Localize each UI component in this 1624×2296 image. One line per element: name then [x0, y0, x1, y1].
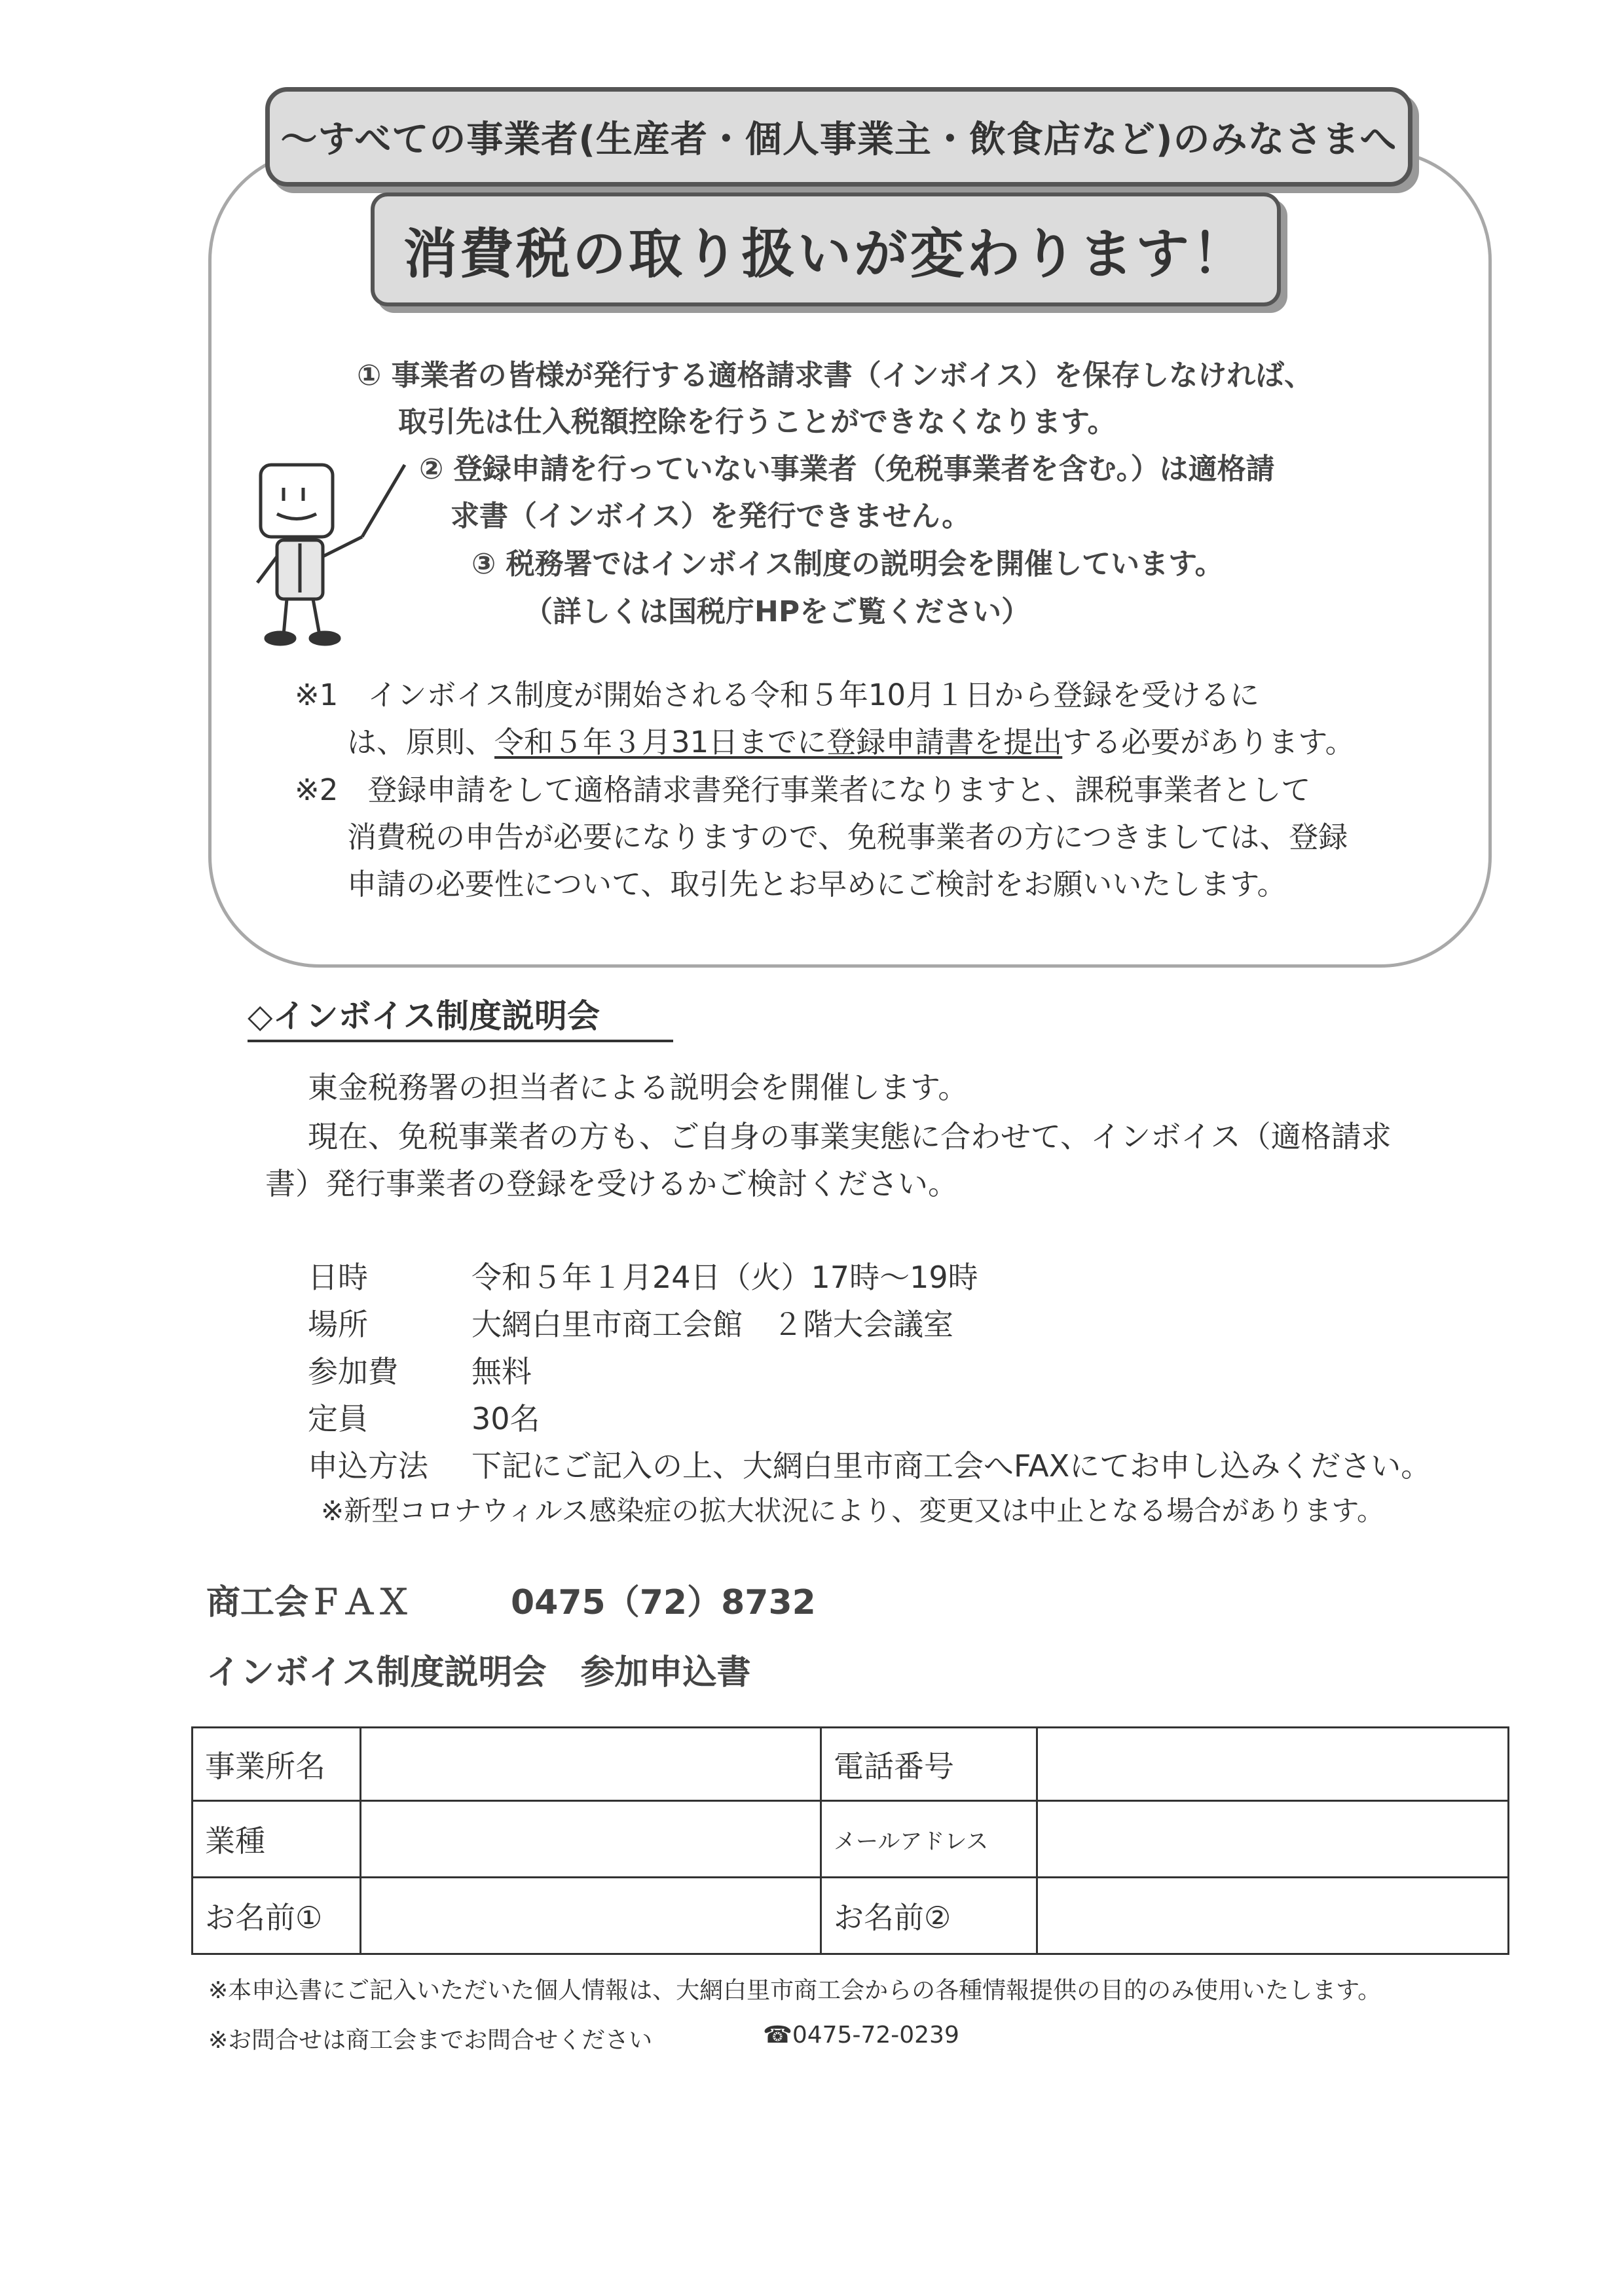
- point-1-line-2: 取引先は仕入税額控除を行うことができなくなります。: [398, 405, 1116, 439]
- audience-banner: 〜すべての事業者(生産者・個人事業主・飲食店など)のみなさまへ: [265, 87, 1412, 187]
- fax-number: 0475（72）8732: [511, 1583, 816, 1622]
- form-title: インボイス制度説明会 参加申込書: [206, 1653, 751, 1692]
- label-name-2: お名前②: [821, 1878, 1037, 1954]
- section-paragraph-1: 東金税務署の担当者による説明会を開催します。: [308, 1070, 969, 1105]
- deadline-underlined: 令和５年３月31日までに登録申請書を提出: [494, 725, 1063, 759]
- detail-label-datetime: 日時: [308, 1260, 368, 1295]
- contact-tel: ☎0475-72-0239: [763, 2022, 959, 2049]
- point-2-line-2: 求書（インボイス）を発行できません。: [451, 500, 971, 533]
- name-1-field[interactable]: [361, 1878, 821, 1954]
- detail-label-capacity: 定員: [308, 1401, 368, 1436]
- detail-label-application: 申込方法: [308, 1448, 428, 1484]
- note-2-line-1: ※2 登録申請をして適格請求書発行事業者になりますと、課税事業者として: [295, 773, 1311, 807]
- note-2-line-3: 申請の必要性について、取引先とお早めにご検討をお願いいたします。: [347, 867, 1287, 902]
- detail-value-application: 下記にご記入の上、大網白里市商工会へFAXにてお申し込みください。: [471, 1448, 1431, 1484]
- note-1-line-2: は、原則、令和５年３月31日までに登録申請書を提出する必要があります。: [347, 725, 1355, 759]
- covid-note: ※新型コロナウィルス感染症の拡大状況により、変更又は中止となる場合があります。: [321, 1495, 1385, 1527]
- detail-value-datetime: 令和５年１月24日（火）17時〜19時: [471, 1260, 978, 1295]
- industry-field[interactable]: [361, 1801, 821, 1878]
- point-3-line-2: （詳しくは国税庁HPをご覧ください）: [524, 595, 1031, 629]
- business-name-field[interactable]: [361, 1728, 821, 1801]
- section-paragraph-2: 現在、免税事業者の方も、ご自身の事業実態に合わせて、インボイス（適格請求: [308, 1119, 1392, 1154]
- detail-value-place: 大網白里市商工会館 ２階大会議室: [471, 1307, 953, 1342]
- label-email: メールアドレス: [821, 1801, 1037, 1878]
- detail-value-capacity: 30名: [471, 1401, 540, 1436]
- contact-note: ※お問合せは商工会までお問合せください: [208, 2027, 653, 2054]
- label-name-1: お名前①: [193, 1878, 361, 1954]
- mascot-illustration: [248, 452, 411, 648]
- detail-label-place: 場所: [308, 1307, 368, 1342]
- name-2-field[interactable]: [1037, 1878, 1509, 1954]
- point-3-line-1: ③ 税務署ではインボイス制度の説明会を開催しています。: [471, 547, 1224, 581]
- point-2-line-1: ② 登録申請を行っていない事業者（免税事業者を含む。）は適格請: [419, 452, 1275, 486]
- section-heading: ◇インボイス制度説明会: [248, 990, 673, 1042]
- note-2-line-2: 消費税の申告が必要になりますので、免税事業者の方につきましては、登録: [347, 820, 1348, 854]
- email-field[interactable]: [1037, 1801, 1509, 1878]
- note-1-line-1: ※1 インボイス制度が開始される令和５年10月１日から登録を受けるに: [295, 678, 1260, 712]
- detail-value-fee: 無料: [471, 1354, 532, 1389]
- page-title: 消費税の取り扱いが変わります！: [371, 192, 1281, 306]
- phone-field[interactable]: [1037, 1728, 1509, 1801]
- fax-label: 商工会ＦＡＸ: [206, 1583, 411, 1622]
- detail-label-fee: 参加費: [308, 1354, 398, 1389]
- section-paragraph-3: 書）発行事業者の登録を受けるかご検討ください。: [265, 1166, 958, 1201]
- privacy-note: ※本申込書にご記入いただいた個人情報は、大網白里市商工会からの各種情報提供の目的のみ使用いたします。: [208, 1977, 1382, 2004]
- label-phone: 電話番号: [821, 1728, 1037, 1801]
- label-industry: 業種: [193, 1801, 361, 1878]
- application-form: [191, 1726, 1509, 1955]
- label-business-name: 事業所名: [193, 1728, 361, 1801]
- point-1-line-1: ① 事業者の皆様が発行する適格請求書（インボイス）を保存しなければ、: [357, 359, 1314, 392]
